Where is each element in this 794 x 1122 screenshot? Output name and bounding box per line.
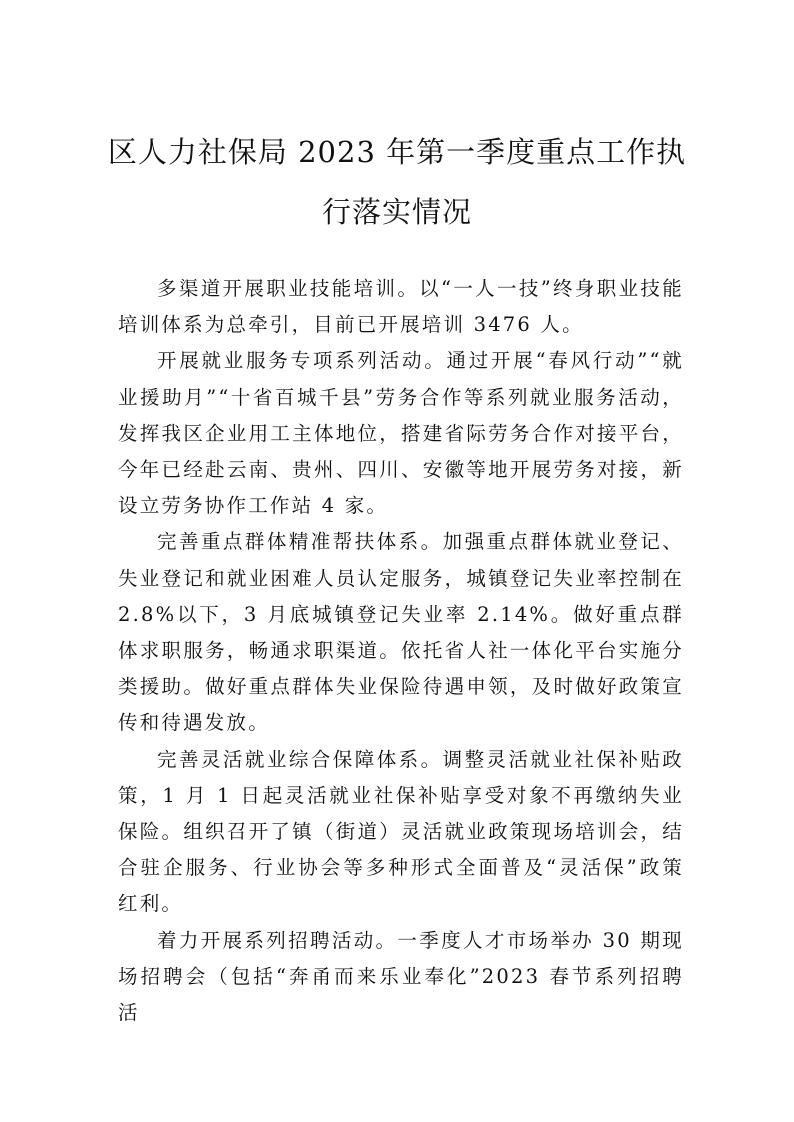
paragraph-employment-services: 开展就业服务专项系列活动。通过开展“春风行动”“就业援助月”“十省百城千县”劳务合作等系列就业服务活动，发挥我区企业用工主体地位，搭建省际劳务合作对接平台， 今年已经赴云南、贵州、四川、安徽等地开展劳务对接，新设立劳务协作工作站 4 家。	[118, 349, 684, 518]
paragraph-key-groups-support: 完善重点群体精准帮扶体系。加强重点群体就业登记、失业登记和就业困难人员认定服务，城镇登记失业率控制在 2.8%以下，3 月底城镇登记失业率 2.14%。做好重点群体求职服务，畅通求职渠道。依托省人社一体化平台实施分类援助。做好重点群体失业保险待遇申领，及时做好政策宣传和待遇发放。	[118, 530, 684, 735]
document-body	[118, 271, 684, 1031]
paragraph-recruitment-activities: 着力开展系列招聘活动。一季度人才市场举办 30 期现场招聘会（包括“奔甬而来乐业奉化”2023 春节系列招聘活	[118, 928, 684, 1025]
document-title-line-1: 区人力社保局 2023 年第一季度重点工作执	[107, 135, 687, 169]
paragraph-flexible-employment: 完善灵活就业综合保障体系。调整灵活就业社保补贴政策，1 月 1 日起灵活就业社保补贴享受对象不再缴纳失业保险。组织召开了镇（街道）灵活就业政策现场培训会，结合驻企服务、行业协会等多种形式全面普及“灵活保”政策红利。	[118, 747, 684, 916]
paragraph-vocational-training: 多渠道开展职业技能培训。以“一人一技”终身职业技能培训体系为总牵引，目前已开展培训 3476 人。	[118, 277, 684, 337]
document-title-line-2: 行落实情况	[321, 195, 472, 229]
